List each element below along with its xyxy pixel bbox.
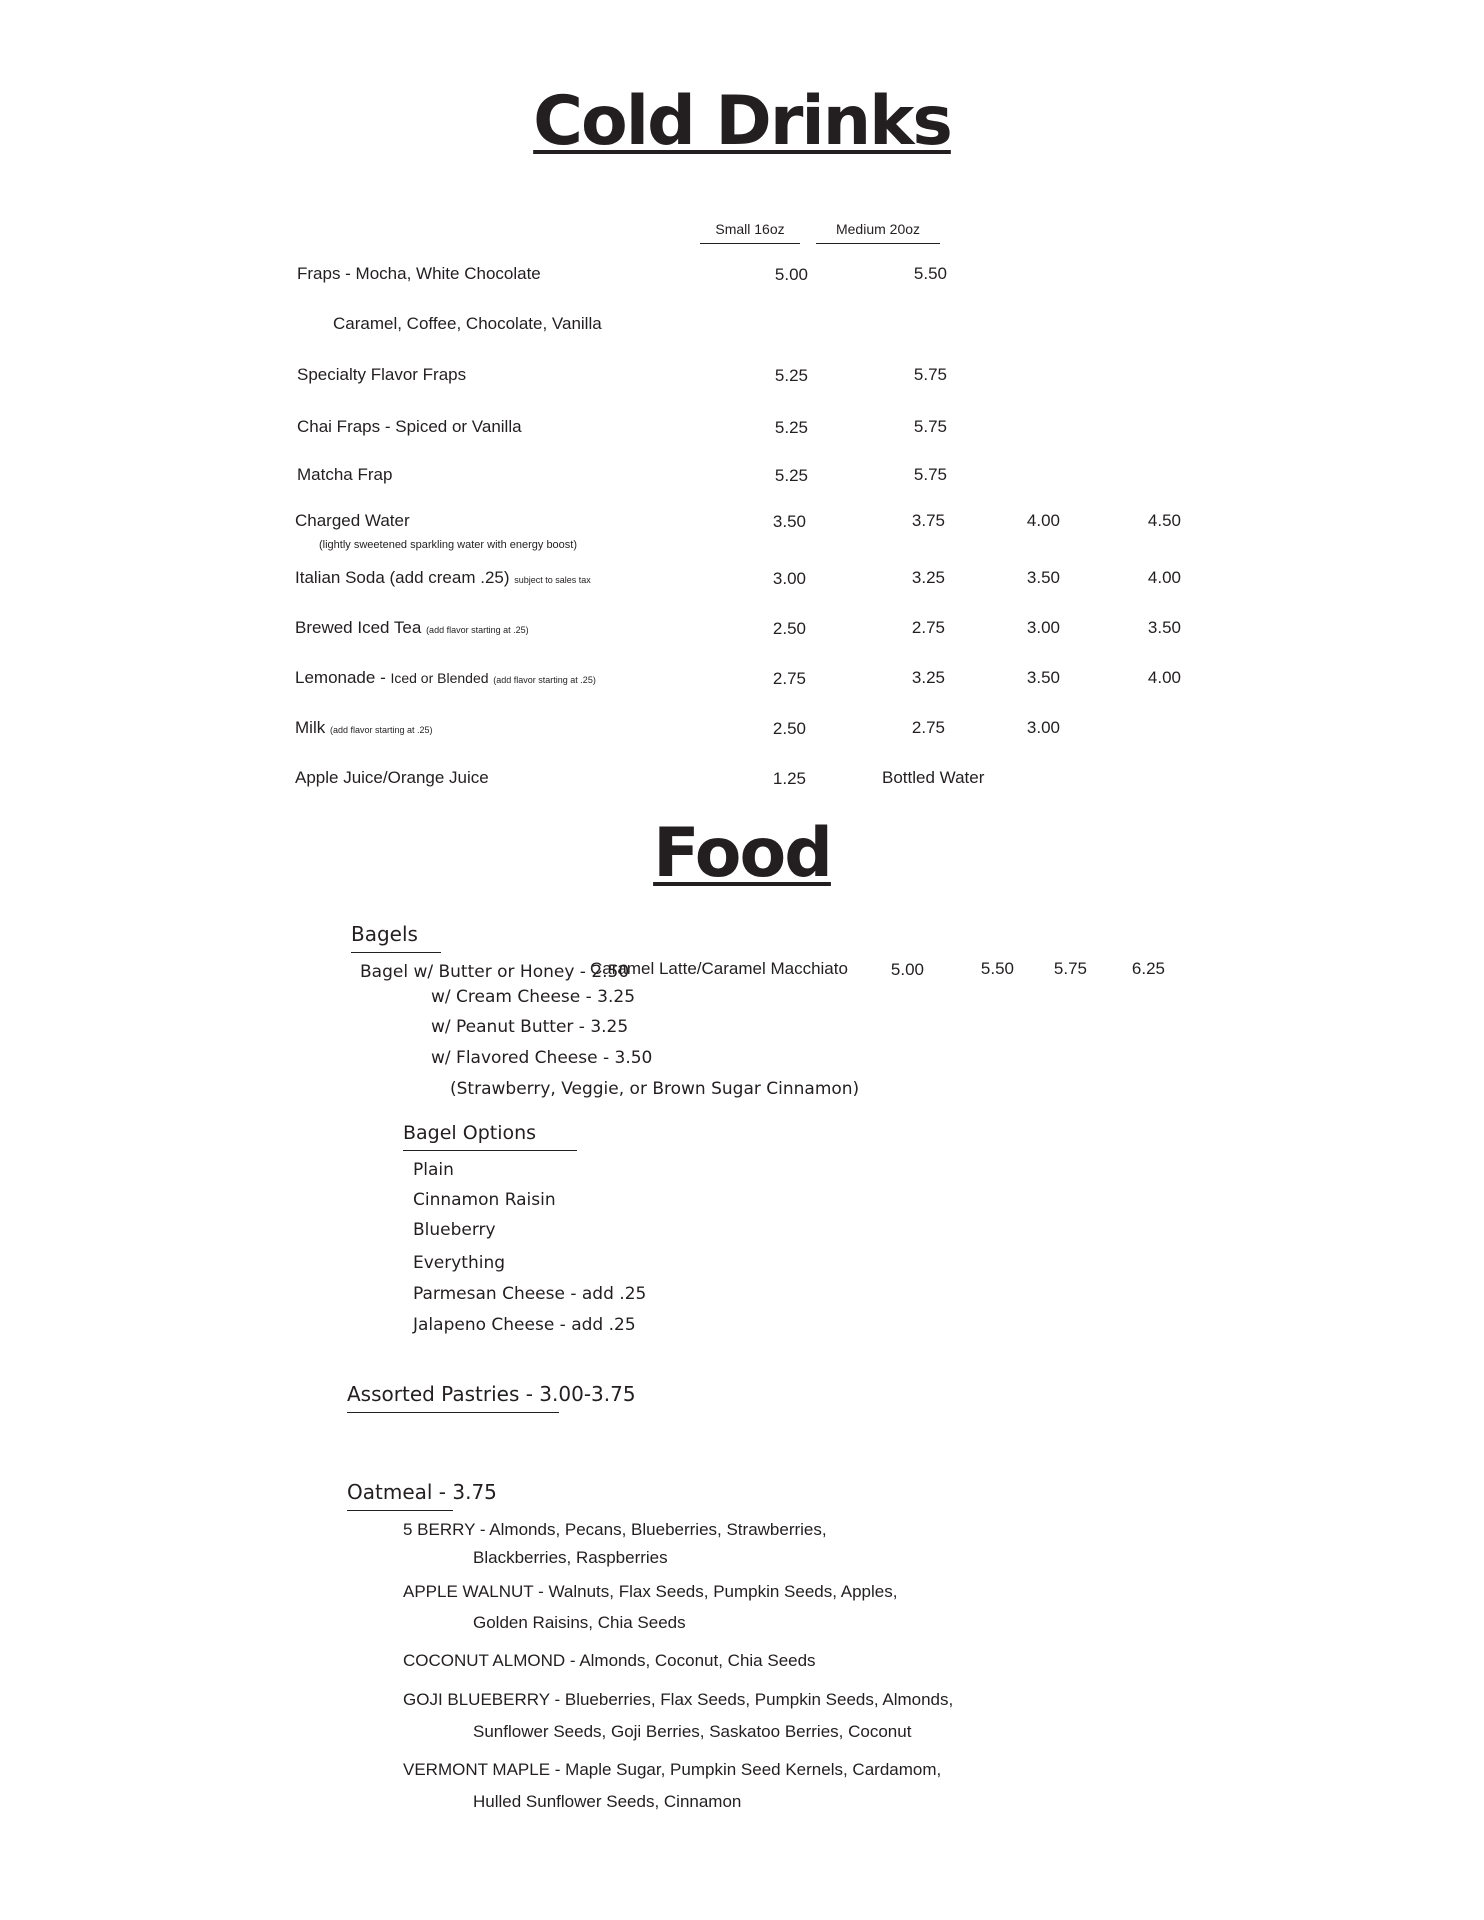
item-fraps-flavors: Caramel, Coffee, Chocolate, Vanilla [333,314,602,333]
price-3: 5.75 [1053,959,1087,978]
price-medium: 5.50 [913,264,947,283]
oatmeal-vermont-maple-cont: Hulled Sunflower Seeds, Cinnamon [473,1792,742,1811]
charged-water-note: (lightly sweetened sparkling water with energy boost) [319,539,578,551]
price-2: 2.75 [911,618,945,637]
price-3: 3.50 [1026,668,1060,687]
price-small: 5.25 [774,418,808,437]
oatmeal-vermont-maple: VERMONT MAPLE - Maple Sugar, Pumpkin Seed Kernels, Cardamom, [403,1760,942,1779]
bagel-option: Everything [413,1253,506,1273]
price-4: 4.00 [1147,668,1181,687]
price-3: 3.00 [1026,718,1060,737]
price-1: 3.00 [772,569,806,588]
item-bottled-water: Bottled Water [882,768,985,787]
price-3: 3.00 [1026,618,1060,637]
item-caramel-latte: Caramel Latte/Caramel Macchiato [590,959,848,978]
oatmeal-5-berry: 5 BERRY - Almonds, Pecans, Blueberries, Strawberries, [403,1520,827,1539]
item-milk: Milk (add flavor starting at .25) [295,718,433,737]
price-1: 2.75 [772,669,806,688]
price-2: 2.75 [911,718,945,737]
price-1: 5.00 [890,960,924,979]
bagels-heading: Bagels [351,922,441,953]
price-medium: 5.75 [913,465,947,484]
oatmeal-heading: Oatmeal - 3.75 [347,1480,453,1511]
oatmeal-apple-walnut-cont: Golden Raisins, Chia Seeds [473,1613,686,1632]
price-1: 3.50 [772,512,806,531]
price-4: 6.25 [1131,959,1165,978]
bagel-cream-cheese: w/ Cream Cheese - 3.25 [431,987,636,1007]
price-small: 5.00 [774,265,808,284]
price-3: 4.00 [1026,511,1060,530]
item-specialty-fraps: Specialty Flavor Fraps [297,365,467,384]
price-2: 3.75 [911,511,945,530]
item-charged-water: Charged Water [295,511,410,530]
item-juice: Apple Juice/Orange Juice [295,768,489,787]
pastries-heading: Assorted Pastries - 3.00-3.75 [347,1382,559,1413]
price-3: 3.50 [1026,568,1060,587]
price-1: 2.50 [772,619,806,638]
bagel-option: Blueberry [413,1220,496,1240]
oatmeal-coconut-almond: COCONUT ALMOND - Almonds, Coconut, Chia Seeds [403,1651,816,1670]
cold-drinks-title: Cold Drinks [533,82,951,161]
oatmeal-apple-walnut: APPLE WALNUT - Walnuts, Flax Seeds, Pumpkin Seeds, Apples, [403,1582,898,1601]
bagel-option: Jalapeno Cheese - add .25 [413,1315,636,1335]
bagel-option: Cinnamon Raisin [413,1190,556,1210]
item-lemonade: Lemonade - Iced or Blended (add flavor starting at .25) [295,668,596,687]
bagel-option: Parmesan Cheese - add .25 [413,1284,647,1304]
price-medium: 5.75 [913,365,947,384]
price-small: 5.25 [774,466,808,485]
header-medium: Medium 20oz [816,221,940,244]
price-juice: 1.25 [772,769,806,788]
price-4: 4.00 [1147,568,1181,587]
header-small: Small 16oz [700,221,800,244]
bagel-options-heading: Bagel Options [403,1122,577,1151]
oatmeal-goji-blueberry-cont: Sunflower Seeds, Goji Berries, Saskatoo Berries, Coconut [473,1722,912,1741]
bagel-butter-honey: Bagel w/ Butter or Honey - 2.50 [360,962,630,982]
bagel-cheese-flavors: (Strawberry, Veggie, or Brown Sugar Cinnamon) [450,1079,860,1099]
lemonade-style: Iced or Blended [390,670,489,686]
price-medium: 5.75 [913,417,947,436]
price-2: 3.25 [911,568,945,587]
oatmeal-goji-blueberry: GOJI BLUEBERRY - Blueberries, Flax Seeds, Pumpkin Seeds, Almonds, [403,1690,954,1709]
price-2: 3.25 [911,668,945,687]
item-italian-soda: Italian Soda (add cream .25) subject to sales tax [295,568,591,587]
bagel-option: Plain [413,1160,454,1180]
price-2: 5.50 [980,959,1014,978]
italian-soda-note: subject to sales tax [514,575,591,585]
bagel-peanut-butter: w/ Peanut Butter - 3.25 [431,1017,629,1037]
item-fraps: Fraps - Mocha, White Chocolate [297,264,541,283]
oatmeal-5-berry-cont: Blackberries, Raspberries [473,1548,668,1567]
food-title: Food [653,814,831,893]
price-4: 4.50 [1147,511,1181,530]
tea-note: (add flavor starting at .25) [426,625,529,635]
item-matcha-frap: Matcha Frap [297,465,393,484]
price-small: 5.25 [774,366,808,385]
price-1: 2.50 [772,719,806,738]
price-4: 3.50 [1147,618,1181,637]
item-chai-fraps: Chai Fraps - Spiced or Vanilla [297,417,522,436]
item-brewed-iced-tea: Brewed Iced Tea (add flavor starting at .25) [295,618,529,637]
bagel-flavored-cheese: w/ Flavored Cheese - 3.50 [431,1048,653,1068]
lemonade-note: (add flavor starting at .25) [493,675,596,685]
milk-note: (add flavor starting at .25) [329,725,433,735]
